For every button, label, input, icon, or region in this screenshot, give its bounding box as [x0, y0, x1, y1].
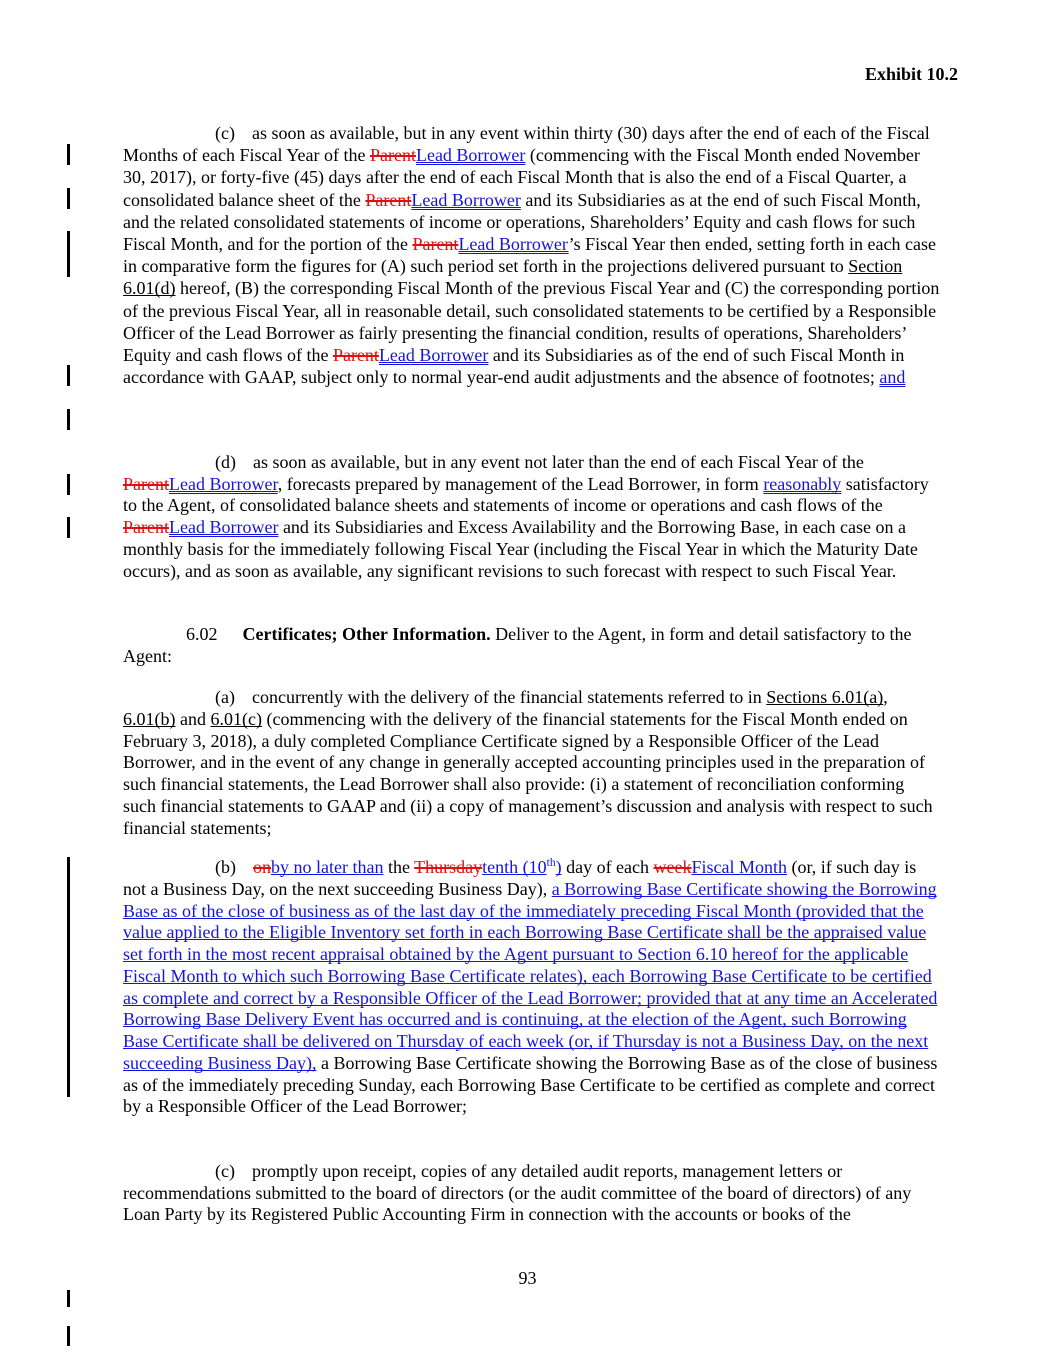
change-bar	[67, 1326, 70, 1346]
exhibit-label: Exhibit 10.2	[864, 64, 958, 84]
body-text: hereof, (B) the corresponding Fiscal Month of the previous Fiscal Year and (C) the corresponding portion of the previous Fiscal Year, all in reasonable detail, such consolidated statements to be certified by a Responsible Officer of the Lead Borrower as fairly presenting the financial condition, results of operations, Shareholders’ Equity and cash flows of the	[123, 278, 940, 366]
inserted-text: Lead Borrower	[415, 145, 526, 166]
deleted-text: on	[253, 857, 271, 877]
body-text: (commencing with the Fiscal Month ended November 30, 2017), or forty-five (45) days after the end of each Fiscal Month that is also the end of a Fiscal Quarter, a consolidated balance sheet of the	[123, 145, 920, 210]
section-heading-6-02	[123, 624, 941, 668]
paragraph-c-audit-reports	[123, 1161, 941, 1226]
deleted-text: Thursday	[414, 857, 483, 877]
deleted-text: Parent	[365, 189, 412, 210]
body-text: concurrently with the delivery of the financial statements referred to in	[251, 687, 767, 707]
paragraph-a-compliance-certificate	[123, 687, 941, 840]
inserted-text: Lead Borrower	[458, 234, 569, 255]
change-bar	[67, 231, 70, 277]
paragraph-label: (c)	[215, 123, 235, 143]
change-bar	[67, 1290, 70, 1307]
inserted-text: reasonably	[763, 473, 842, 494]
body-text: promptly upon receipt, copies of any detailed audit reports, management letters or recommendations submitted to the board of directors (or the audit committee of the board of directors) of any Loan Party by its Registered Public Accounting Firm in connection with the accounts or books of the	[123, 1161, 912, 1225]
change-bar	[67, 474, 70, 495]
body-text: day of each	[561, 857, 654, 877]
change-bar	[67, 857, 70, 1097]
section-reference: Section 6.01(d)	[123, 256, 903, 299]
paragraph-d-forecasts	[123, 452, 941, 582]
change-bar	[67, 144, 70, 165]
inserted-text: Lead Borrower	[378, 345, 489, 366]
change-bar	[67, 517, 70, 538]
body-text: a Borrowing Base Certificate showing the Borrowing Base as of the close of business as of the immediately preceding Sunday, each Borrowing Base Certificate to be certified as complete and correct by a Responsible Officer of the Lead Borrower;	[123, 1052, 938, 1117]
body-text: satisfactory to the Agent, of consolidated balance sheets and statements of income or operations and cash flows of the	[123, 473, 929, 516]
paragraph-c-financial-statements	[123, 122, 941, 388]
paragraph-label: (c)	[215, 1161, 235, 1181]
inserted-text: )	[555, 857, 562, 877]
change-bar	[67, 188, 70, 209]
paragraph-label: (b)	[215, 857, 236, 877]
paragraph-label: 6.02	[186, 624, 218, 644]
section-reference: 6.01(b)	[123, 708, 176, 729]
inserted-text: Lead Borrower	[168, 473, 278, 494]
deleted-text: Parent	[332, 345, 379, 366]
body-text: ,	[883, 687, 888, 707]
inserted-text: tenth (10	[482, 857, 547, 877]
deleted-text: Parent	[123, 473, 169, 494]
body-text: and	[175, 708, 211, 729]
change-bar	[67, 365, 70, 386]
deleted-text: Parent	[123, 517, 169, 538]
deleted-text: Parent	[412, 234, 459, 255]
deleted-text: week	[653, 857, 692, 877]
body-text: as soon as available, but in any event within thirty (30) days after the end of each of the Fiscal Months of each Fiscal Year of the	[123, 123, 930, 166]
body-text: ’s Fiscal Year then ended, setting forth in each case in comparative form the figures for (A) such period set forth in the projections delivered pursuant to	[123, 234, 936, 277]
inserted-text: by no later than	[271, 857, 384, 877]
body-text: as soon as available, but in any event not later than the end of each Fiscal Year of the	[253, 452, 864, 472]
paragraph-label: (a)	[215, 687, 235, 707]
inserted-text: and	[879, 367, 906, 388]
body-text: , forecasts prepared by management of the Lead Borrower, in form	[277, 473, 764, 494]
page-number: 93	[518, 1268, 537, 1288]
deleted-text: Parent	[369, 145, 416, 166]
body-text: and its Subsidiaries and Excess Availability and the Borrowing Base, in each case on a monthly basis for the immediately following Fiscal Year (including the Fiscal Year in which the Maturity Date occurs), and as soon as available, any significant revisions to such forecast with respect to such Fiscal Year.	[123, 517, 918, 581]
change-bar	[67, 409, 70, 430]
paragraph-b-borrowing-base-certificate	[123, 857, 941, 1118]
body-text: and its Subsidiaries as of the end of such Fiscal Month in accordance with GAAP, subject only to normal year-end audit adjustments and the absence of footnotes;	[123, 345, 905, 388]
inserted-text: Lead Borrower	[168, 517, 279, 538]
body-text: the	[383, 857, 415, 877]
paragraph-label: (d)	[215, 452, 236, 472]
body-text: Deliver to the Agent, in form and detail satisfactory to the Agent:	[123, 624, 912, 666]
section-reference: Sections 6.01(a)	[766, 687, 884, 707]
inserted-text: Fiscal Month	[691, 857, 788, 877]
inserted-text: Lead Borrower	[411, 189, 521, 210]
body-text: (commencing with the delivery of the financial statements for the Fiscal Month ended on February 3, 2018), a duly completed Compliance Certificate signed by a Responsible Officer of the Lead Borrower, and in the event of any change in generally accepted accounting principles used in the preparation of such financial statements, the Lead Borrower shall also provide: (i) a statement of reconciliation conforming such financial statements to GAAP and (ii) a copy of management’s discussion and analysis with respect to such financial statements;	[123, 708, 933, 838]
body-text: (or, if such day is not a Business Day, on the next succeeding Business Day),	[123, 857, 917, 899]
inserted-text: a Borrowing Base Certificate showing the Borrowing Base as of the close of business as of the last day of the immediately preceding Fiscal Month (provided that the value applied to the Eligible Inventory set forth in each Borrowing Base Certificate shall be the appraised value set forth in the most recent appraisal obtained by the Agent pursuant to Section 6.10 hereof for the applicable Fiscal Month to which such Borrowing Base Certificate relates), each Borrowing Base Certificate to be certified as complete and correct by a Responsible Officer of the Lead Borrower; provided that at any time an Accelerated Borrowing Base Delivery Event has occurred and is continuing, at the election of the Agent, such Borrowing Base Certificate shall be delivered on Thursday of each week (or, if Thursday is not a Business Day, on the next succeeding Business Day),	[123, 878, 938, 1073]
inserted-superscript: th	[546, 857, 556, 869]
body-text: and its Subsidiaries as at the end of such Fiscal Month, and the related consolidated statements of income or operations, Shareholders’ Equity and cash flows for such Fiscal Month, and for the portion of the	[123, 189, 921, 255]
section-reference: 6.01(c)	[210, 708, 262, 729]
heading-text: Certificates; Other Information.	[242, 624, 491, 644]
